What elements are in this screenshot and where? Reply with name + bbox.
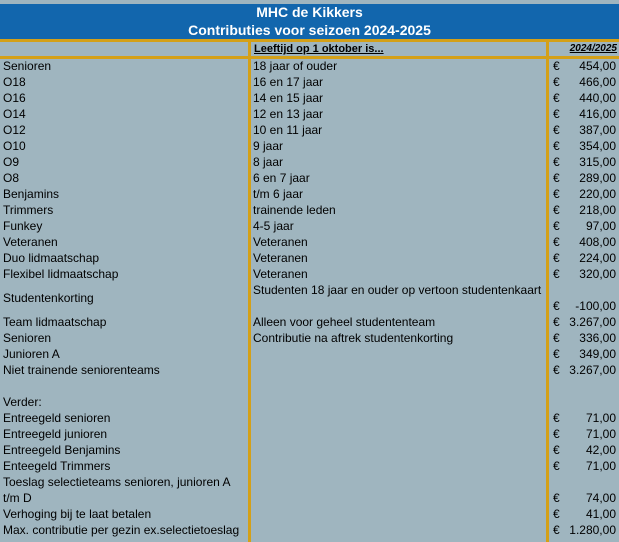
fee-amount: -100,00 [575, 299, 616, 313]
fee-amount: 220,00 [579, 187, 616, 201]
fee-category: O18 [3, 75, 26, 89]
fee-amount: 41,00 [585, 507, 616, 521]
currency-symbol: € [553, 155, 560, 169]
age-description: 8 jaar [253, 155, 284, 169]
age-description: Veteranen [253, 267, 308, 281]
age-description: Veteranen [253, 251, 308, 265]
currency-symbol: € [553, 219, 560, 233]
currency-symbol: € [553, 267, 560, 281]
fee-category: O14 [3, 107, 26, 121]
table-row [0, 266, 619, 282]
table-row [0, 394, 619, 410]
table-row [0, 506, 619, 522]
fee-category: Max. contributie per gezin ex.selectietoeslag [3, 523, 240, 537]
table-row [0, 458, 619, 474]
table-row [0, 346, 619, 362]
fee-category: Toeslag selectieteams senioren, junioren A t/m D [3, 475, 230, 505]
table-row [0, 378, 619, 394]
fee-amount: 320,00 [579, 267, 616, 281]
fee-amount: 71,00 [585, 411, 616, 425]
age-description: 18 jaar of ouder [253, 59, 338, 73]
currency-symbol: € [553, 315, 560, 329]
currency-symbol: € [553, 411, 560, 425]
fee-category: Verder: [3, 395, 42, 409]
fee-category: Entreegeld senioren [3, 411, 111, 425]
fee-category: Senioren [3, 331, 52, 345]
fee-category: Junioren A [3, 347, 60, 361]
table-row [0, 122, 619, 138]
currency-symbol: € [553, 59, 560, 73]
age-description: 10 en 11 jaar [253, 123, 323, 137]
fee-amount: 97,00 [585, 219, 616, 233]
table-row [0, 218, 619, 234]
fee-category: Studentenkorting [3, 291, 94, 305]
fee-amount: 289,00 [579, 171, 616, 185]
fee-category: Entreegeld Benjamins [3, 443, 121, 457]
fee-category: O12 [3, 123, 26, 137]
fee-category: O10 [3, 139, 26, 153]
fee-category: Niet trainende seniorenteams [3, 363, 160, 377]
currency-symbol: € [553, 251, 560, 265]
fee-category: Duo lidmaatschap [3, 251, 100, 265]
table-row [0, 362, 619, 378]
fee-amount: 71,00 [585, 459, 616, 473]
fee-amount: 387,00 [579, 123, 616, 137]
fee-amount: 416,00 [579, 107, 616, 121]
fee-category: Flexibel lidmaatschap [3, 267, 119, 281]
currency-symbol: € [553, 507, 560, 521]
table-row [0, 234, 619, 250]
age-description: 12 en 13 jaar [253, 107, 324, 121]
age-description: Studenten 18 jaar en ouder op vertoon studentenkaart [253, 283, 542, 297]
currency-symbol: € [553, 459, 560, 473]
currency-symbol: € [553, 491, 560, 505]
table-row [0, 522, 619, 538]
fee-category: O8 [3, 171, 20, 185]
age-description: 16 en 17 jaar [253, 75, 324, 89]
age-description: 4-5 jaar [253, 219, 294, 233]
currency-symbol: € [553, 363, 560, 377]
currency-symbol: € [553, 187, 560, 201]
fee-category: Senioren [3, 59, 52, 73]
fee-amount: 1.280,00 [569, 523, 616, 537]
fee-amount: 3.267,00 [569, 315, 616, 329]
currency-symbol: € [553, 75, 560, 89]
fee-amount: 3.267,00 [569, 363, 616, 377]
table-row [0, 474, 619, 506]
table-row [0, 282, 619, 314]
fee-amount: 71,00 [585, 427, 616, 441]
fee-amount: 218,00 [579, 203, 616, 217]
currency-symbol: € [553, 139, 560, 153]
fee-amount: 315,00 [579, 155, 616, 169]
fee-amount: 354,00 [579, 139, 616, 153]
club-title: MHC de Kikkers [0, 4, 619, 22]
fee-category: O16 [3, 91, 26, 105]
currency-symbol: € [553, 443, 560, 457]
table-row [0, 90, 619, 106]
currency-symbol: € [553, 523, 560, 537]
table-row [0, 250, 619, 266]
fee-amount: 440,00 [579, 91, 616, 105]
fee-category: Team lidmaatschap [3, 315, 107, 329]
table-row [0, 442, 619, 458]
table-row [0, 106, 619, 122]
table-row [0, 58, 619, 74]
fee-category: Benjamins [3, 187, 60, 201]
table-row [0, 426, 619, 442]
age-description: trainende leden [253, 203, 336, 217]
fee-amount: 454,00 [579, 59, 616, 73]
table-row [0, 170, 619, 186]
currency-symbol: € [553, 91, 560, 105]
table-row [0, 74, 619, 90]
currency-symbol: € [553, 171, 560, 185]
fee-amount: 349,00 [579, 347, 616, 361]
currency-symbol: € [553, 203, 560, 217]
age-description: Alleen voor geheel studententeam [253, 315, 436, 329]
age-description: Veteranen [253, 235, 308, 249]
table-row [0, 410, 619, 426]
age-column-header: Leeftijd op 1 oktober is... [254, 43, 384, 55]
table-row [0, 186, 619, 202]
fee-category: Entreegeld junioren [3, 427, 108, 441]
fee-amount: 466,00 [579, 75, 616, 89]
fee-category: O9 [3, 155, 20, 169]
age-description: t/m 6 jaar [253, 187, 304, 201]
fee-amount: 336,00 [579, 331, 616, 345]
season-subtitle: Contributies voor seizoen 2024-2025 [0, 22, 619, 40]
fee-amount: 408,00 [579, 235, 616, 249]
currency-symbol: € [553, 427, 560, 441]
age-description: 6 en 7 jaar [253, 171, 310, 185]
currency-symbol: € [553, 331, 560, 345]
currency-symbol: € [553, 235, 560, 249]
age-description: 14 en 15 jaar [253, 91, 324, 105]
fee-amount: 42,00 [585, 443, 616, 457]
currency-symbol: € [553, 299, 560, 313]
table-row [0, 330, 619, 346]
fee-category: Enteegeld Trimmers [3, 459, 111, 473]
fee-category: Funkey [3, 219, 43, 233]
table-row [0, 314, 619, 330]
fee-category: Verhoging bij te laat betalen [3, 507, 152, 521]
fee-category: Veteranen [3, 235, 58, 249]
table-row [0, 202, 619, 218]
season-column-header: 2024/2025 [569, 43, 617, 54]
currency-symbol: € [553, 347, 560, 361]
age-description: 9 jaar [253, 139, 284, 153]
fee-amount: 224,00 [579, 251, 616, 265]
table-row [0, 154, 619, 170]
currency-symbol: € [553, 107, 560, 121]
table-row [0, 138, 619, 154]
currency-symbol: € [553, 123, 560, 137]
fee-category: Trimmers [3, 203, 54, 217]
age-description: Contributie na aftrek studentenkorting [253, 331, 454, 345]
fee-table [0, 58, 619, 538]
fee-amount: 74,00 [585, 491, 616, 505]
